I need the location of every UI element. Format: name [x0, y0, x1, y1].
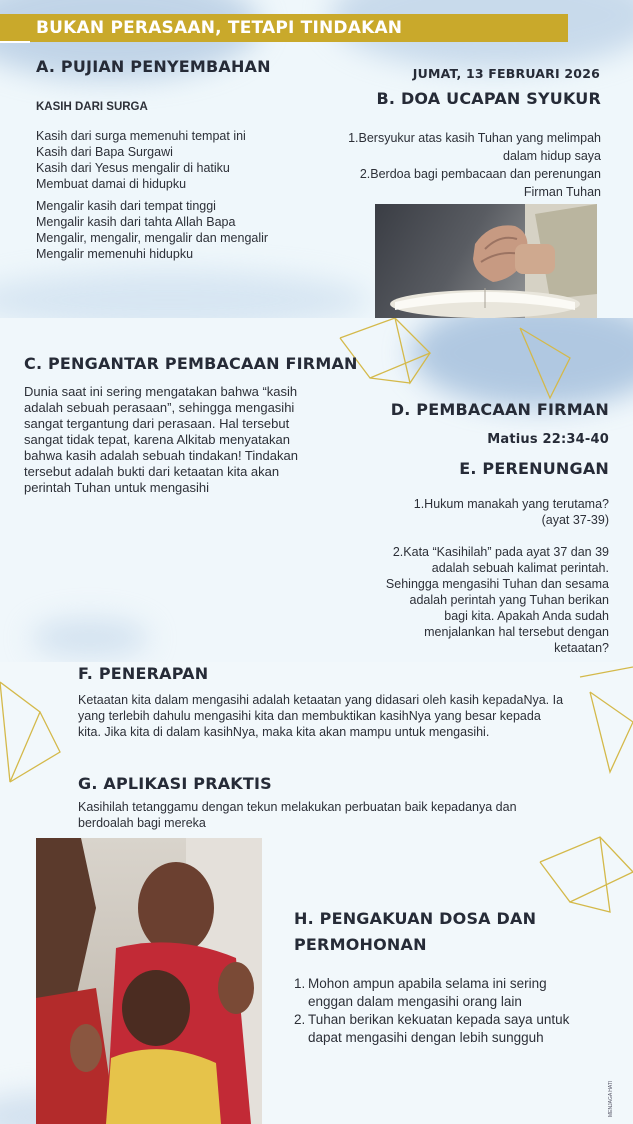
panel-reading: [0, 318, 633, 662]
panel-application: [0, 662, 633, 1124]
list-number: 2.: [294, 1012, 306, 1027]
text-line: Tuhan berikan kekuatan kepada saya untuk: [308, 1012, 570, 1027]
praying-hands-bible-illustration: [375, 204, 597, 318]
text-line: adalah sebuah kalimat perintah.: [431, 561, 609, 575]
text-line: (ayat 37-39): [541, 513, 609, 527]
watermark: MENJAGA HATI: [608, 1080, 614, 1117]
text-line: Dunia saat ini sering mengatakan bahwa “kasih: [24, 384, 298, 399]
watercolor-wash: [0, 270, 370, 318]
prayer-line: Firman Tuhan: [523, 185, 601, 199]
lyric-line: Mengalir kasih dari tahta Allah Bapa: [36, 215, 236, 229]
text-line: kita. Jika kita di dalam kasihNya, maka kita akan mampu untuk mengasihi.: [78, 725, 490, 739]
section-e-item-1: [330, 496, 609, 528]
prayer-line: dalam hidup saya: [503, 149, 601, 163]
text-line: bahwa kasih adalah sebuah tindakan! Tindakan: [24, 448, 298, 463]
lyric-line: Mengalir kasih dari tempat tinggi: [36, 199, 216, 213]
section-c-title: C. PENGANTAR PEMBACAAN FIRMAN: [24, 354, 358, 373]
text-line: sangat tergantung dari perasaan. Hal tersebut: [24, 416, 290, 431]
text-line: Kasihilah tetanggamu dengan tekun melakukan perbuatan baik kepadanya dan: [78, 800, 517, 814]
panel-worship: [0, 0, 633, 318]
prayer-line: 1.Bersyukur atas kasih Tuhan yang melimpah: [348, 131, 601, 145]
section-a-title: A. PUJIAN PENYEMBAHAN: [36, 57, 271, 76]
lyric-line: Kasih dari Yesus mengalir di hatiku: [36, 161, 230, 175]
section-h-list: [294, 975, 569, 1047]
section-g-text: [78, 799, 517, 831]
song-stanza-2: [36, 198, 268, 262]
list-number: 1.: [294, 976, 306, 991]
section-c-text: [24, 384, 298, 496]
text-line: bagi kita. Apakah Anda sudah: [444, 609, 609, 623]
section-b-title: B. DOA UCAPAN SYUKUR: [376, 89, 601, 108]
banner-accent-line: [0, 41, 30, 43]
list-item: [294, 975, 569, 1011]
text-line: 1.Hukum manakah yang terutama?: [413, 497, 609, 511]
prayer-line: 2.Berdoa bagi pembacaan dan perenungan: [359, 167, 601, 181]
section-e-title: E. PERENUNGAN: [459, 459, 609, 478]
text-line: menjalankan hal tersebut dengan: [424, 625, 609, 639]
lyric-line: Mengalir memenuhi hidupku: [36, 247, 194, 261]
family-praying-photo: [36, 838, 262, 1124]
text-line: 2.Kata “Kasihilah” pada ayat 37 dan 39: [392, 545, 609, 559]
section-f-text: [78, 692, 563, 740]
section-g-title: G. APLIKASI PRAKTIS: [78, 774, 272, 793]
lyric-line: Kasih dari surga memenuhi tempat ini: [36, 129, 246, 143]
text-line: berdoalah bagi mereka: [78, 816, 206, 830]
list-item: [294, 1011, 569, 1047]
text-line: ketaatan?: [554, 641, 609, 655]
song-title: KASIH DARI SURGA: [36, 101, 148, 113]
praying-hands-photo: [375, 204, 597, 318]
text-line: sangat tidak tepat, karena Alkitab menyatakan: [24, 432, 290, 447]
song-stanza-1: [36, 128, 246, 192]
section-h-title: [294, 906, 536, 958]
text-line: yang terlebih dahulu mengasihi kita dan membuktikan kasihNya yang besar kepada: [78, 709, 541, 723]
text-line: adalah sebuah perasaan”, sehingga mengasihi: [24, 400, 295, 415]
family-praying-illustration: [36, 838, 262, 1124]
title-line: PERMOHONAN: [294, 935, 427, 954]
section-b-item-1: [330, 129, 601, 165]
text-line: Ketaatan kita dalam mengasihi adalah ketaatan yang didasari oleh kasih kepadaNya. Ia: [78, 693, 564, 707]
title-line: H. PENGAKUAN DOSA DAN: [294, 909, 537, 928]
scripture-reference: Matius 22:34-40: [487, 432, 609, 447]
section-d-title: D. PEMBACAAN FIRMAN: [390, 400, 609, 419]
lyric-line: Kasih dari Bapa Surgawi: [36, 145, 173, 159]
lyric-line: Membuat damai di hidupku: [36, 177, 187, 191]
text-line: tersebut adalah bukti dari ketaatan kita akan: [24, 464, 280, 479]
date-label: JUMAT, 13 FEBRUARI 2026: [412, 66, 600, 81]
banner-title: BUKAN PERASAAN, TETAPI TINDAKAN: [36, 18, 403, 38]
title-banner: [0, 14, 568, 42]
text-line: adalah perintah yang Tuhan berikan: [409, 593, 609, 607]
text-line: perintah Tuhan untuk mengasihi: [24, 480, 210, 495]
watercolor-wash: [30, 618, 150, 658]
text-line: dapat mengasihi dengan lebih sungguh: [308, 1030, 544, 1045]
lyric-line: Mengalir, mengalir, mengalir dan mengalir: [36, 231, 269, 245]
section-f-title: F. PENERAPAN: [78, 664, 209, 683]
text-line: Mohon ampun apabila selama ini sering: [308, 976, 547, 991]
section-e-item-2: [330, 544, 609, 656]
section-b-item-2: [330, 165, 601, 201]
text-line: Sehingga mengasihi Tuhan dan sesama: [385, 577, 609, 591]
text-line: enggan dalam mengasihi orang lain: [308, 994, 522, 1009]
